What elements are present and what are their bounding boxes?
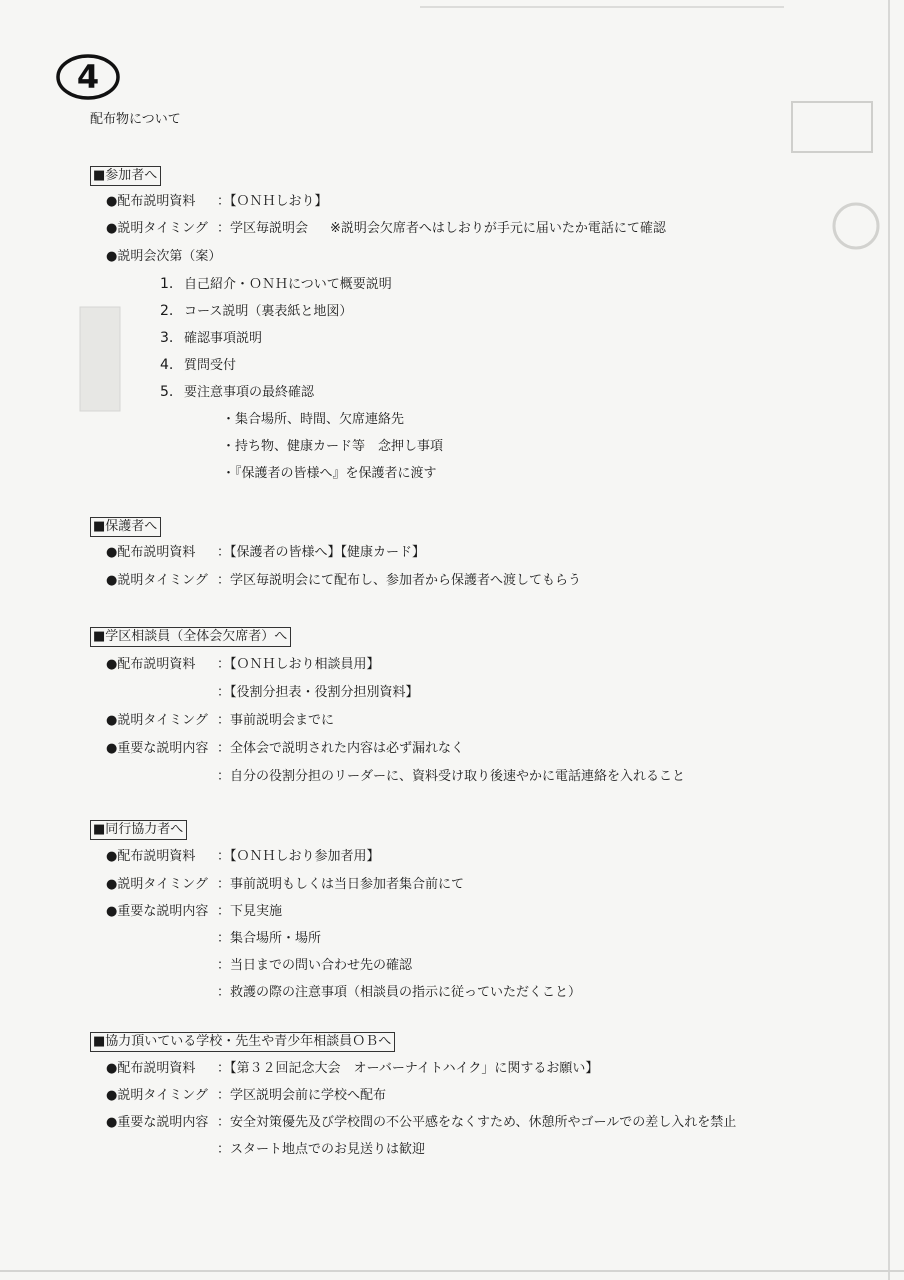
row-label: ●説明タイミング: [106, 877, 208, 892]
row-value: ：下見実施: [217, 904, 283, 919]
row-value: ：救護の際の注意事項（相談員の指示に従っていただくこと）: [217, 985, 582, 1000]
row-value: ：【ＯＮＨしおり相談員用】: [217, 657, 380, 672]
row-value: ：【ＯＮＨしおり参加者用】: [217, 849, 380, 864]
section-heading-district-counselors: ■学区相談員（全体会欠席者）へ: [90, 627, 291, 647]
section-heading-participants: ■参加者へ: [90, 166, 161, 186]
row-handout: [106, 193, 195, 210]
agenda-subitem: ・持ち物、健康カード等 念押し事項: [222, 439, 444, 454]
agenda-item: 4. 質問受付: [160, 357, 237, 373]
row-value: ：学区説明会前に学校へ配布: [217, 1088, 387, 1103]
document-title: 配布物について: [90, 112, 181, 127]
scan-edge-top: [420, 6, 784, 8]
row-value: ：安全対策優先及び学校間の不公平感をなくすため、休憩所やゴールでの差し入れを禁止: [217, 1115, 737, 1130]
row-label: ●重要な説明内容: [106, 1115, 209, 1130]
show-through-text: [302, 122, 306, 135]
row-timing-label: ●説明タイミング: [106, 221, 208, 236]
reverse-stamp-mark: [790, 98, 874, 158]
agenda-subitem: ・『保護者の皆様へ』を保護者に渡す: [222, 466, 437, 481]
row-value: ：【ＯＮＨしおり】: [217, 194, 328, 209]
row-label: ●配布説明資料: [106, 657, 196, 672]
row-agenda-label: ●説明会次第（案）: [106, 249, 222, 264]
row-value: ：【役割分担表・役割分担別資料】: [217, 685, 419, 700]
row-label: ●配布説明資料: [106, 194, 196, 209]
agenda-subitem: ・集合場所、時間、欠席連絡先: [222, 412, 405, 427]
agenda-item: 3. 確認事項説明: [160, 330, 263, 346]
row-label: ●説明タイミング: [106, 1088, 208, 1103]
row-label: ●配布説明資料: [106, 849, 196, 864]
row-value: ：全体会で説明された内容は必ず漏れなく: [217, 741, 465, 756]
row-value: ：学区毎説明会にて配布し、参加者から保護者へ渡してもらう: [217, 573, 582, 588]
row-value: ：事前説明会までに: [217, 713, 335, 728]
row-timing-value: ：学区毎説明会: [217, 221, 309, 236]
agenda-item: 5. 要注意事項の最終確認: [160, 384, 315, 400]
row-label: ●配布説明資料: [106, 1061, 196, 1076]
row-value: ：当日までの問い合わせ先の確認: [217, 958, 413, 973]
section-heading-accompanying-helpers: ■同行協力者へ: [90, 820, 187, 840]
row-value: ：自分の役割分担のリーダーに、資料受け取り後速やかに電話連絡を入れること: [217, 769, 686, 784]
row-label: ●重要な説明内容: [106, 904, 209, 919]
row-label: ●配布説明資料: [106, 545, 196, 560]
section-heading-guardians: ■保護者へ: [90, 517, 161, 537]
row-value: ：集合場所・場所: [217, 931, 322, 946]
agenda-item: 1. 自己紹介・ＯＮＨについて概要説明: [160, 276, 392, 292]
row-value: ：【第３２回記念大会 オーバーナイトハイク」に関するお願い】: [217, 1061, 599, 1076]
row-timing-note: ※説明会欠席者へはしおりが手元に届いたか電話にて確認: [330, 221, 666, 236]
row-label: ●説明タイミング: [106, 573, 208, 588]
reverse-circle-mark: [828, 198, 884, 254]
agenda-item: 2. コース説明（裏表紙と地図）: [160, 303, 353, 319]
row-value: ：スタート地点でのお見送りは歓迎: [217, 1142, 426, 1157]
row-value: ：事前説明もしくは当日参加者集合前にて: [217, 877, 465, 892]
row-label: ●重要な説明内容: [106, 741, 209, 756]
svg-text:4: 4: [76, 58, 100, 96]
scan-edge-bottom: [0, 1270, 904, 1272]
section-heading-schools-teachers-obs: ■協力頂いている学校・先生や青少年相談員ＯＢへ: [90, 1032, 395, 1052]
row-label: ●説明タイミング: [106, 713, 208, 728]
reverse-seal-mark: [78, 305, 122, 415]
row-value: ：【保護者の皆様へ】【健康カード】: [217, 545, 426, 560]
scan-edge-right: [888, 0, 890, 1280]
circled-number-4: [55, 52, 121, 102]
